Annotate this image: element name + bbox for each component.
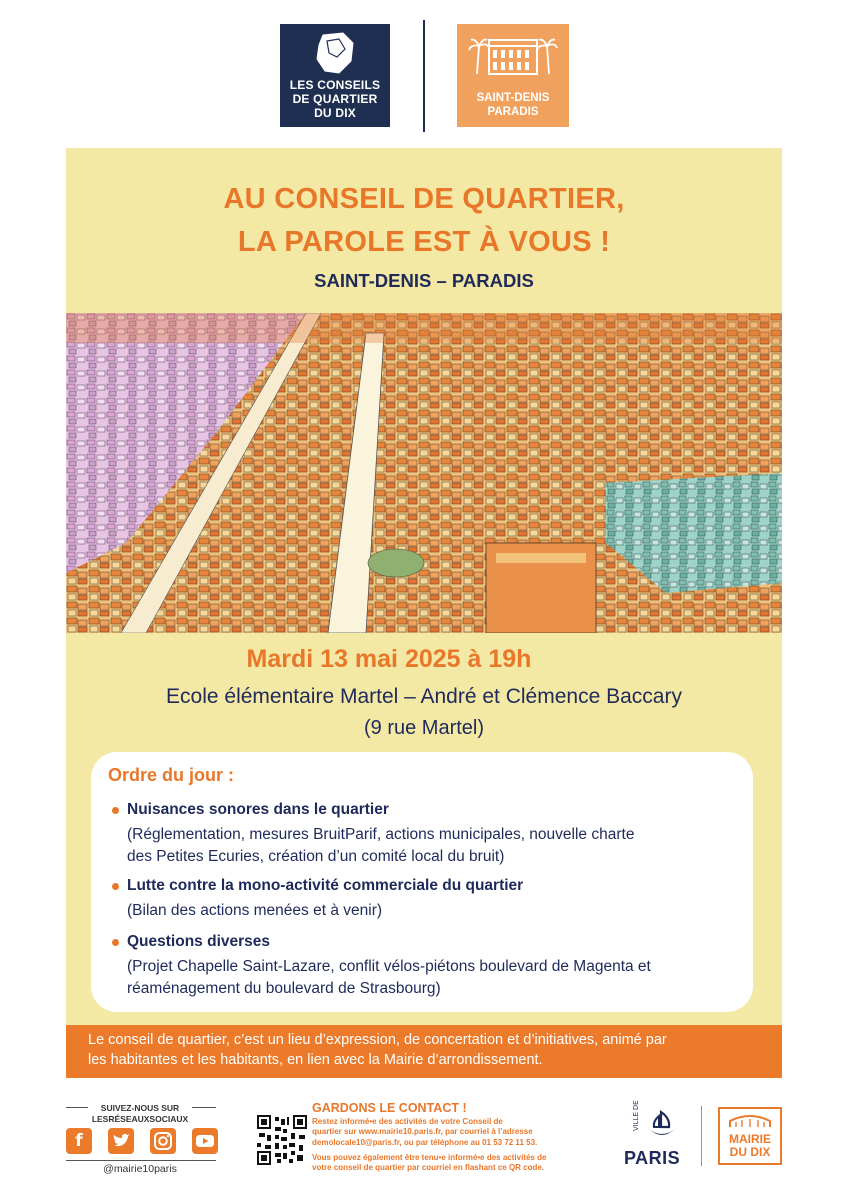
agenda-item-desc-line: (Réglementation, mesures BruitParif, actions municipales, nouvelle charte xyxy=(127,826,635,843)
qr-code-icon[interactable] xyxy=(257,1115,307,1165)
agenda-item-title: Nuisances sonores dans le quartier xyxy=(127,801,389,818)
logo-text-line2: PARADIS xyxy=(487,106,539,118)
contact-line: quartier sur www.mairie10.paris.fr, par courriel à l’adresse xyxy=(312,1127,533,1137)
youtube-icon[interactable] xyxy=(192,1128,218,1154)
event-address: (9 rue Martel) xyxy=(363,717,485,739)
agenda-item-description xyxy=(127,824,747,868)
agenda-item-title: Questions diverses xyxy=(127,933,271,950)
logo-text-line2: DE QUARTIER xyxy=(292,92,378,106)
header-divider xyxy=(423,20,425,132)
building-palm-icon xyxy=(467,32,559,76)
mairie-du-dix-logo xyxy=(718,1107,782,1165)
bullet-icon xyxy=(112,883,119,890)
banner-line: les habitantes et les habitants, en lien avec la Mairie d’arrondissement. xyxy=(88,1052,543,1068)
event-venue: Ecole élémentaire Martel – André et Clémence Baccary xyxy=(166,685,682,708)
event-date: Mardi 13 mai 2025 à 19h xyxy=(246,645,532,673)
contact-text xyxy=(312,1117,612,1148)
headline-line2: LA PAROLE EST À VOUS ! xyxy=(237,226,611,258)
agenda-item-desc-line: (Projet Chapelle Saint-Lazare, conflit vélos-piétons boulevard de Magenta et xyxy=(127,958,651,975)
instagram-icon[interactable] xyxy=(150,1128,176,1154)
agenda-item-description xyxy=(127,956,747,1000)
contact-line: votre conseil de quartier par courriel en flashant ce QR code. xyxy=(312,1163,545,1173)
footer-divider xyxy=(701,1106,702,1166)
bullet-icon xyxy=(112,807,119,814)
ville-de-paris-logo xyxy=(622,1100,686,1168)
agenda-item-desc-line: réaménagement du boulevard de Strasbourg) xyxy=(127,980,441,997)
subheadline: SAINT-DENIS – PARADIS xyxy=(314,270,534,291)
paris-name: PARIS xyxy=(624,1148,681,1168)
agenda-item-desc-line: des Petites Ecuries, création d’un comité local du bruit) xyxy=(127,848,505,865)
facebook-icon[interactable]: f xyxy=(66,1128,92,1154)
banner-line: Le conseil de quartier, c’est un lieu d’expression, de concertation et d’initiatives, animé par xyxy=(88,1032,667,1048)
divider xyxy=(66,1160,216,1161)
conseils-de-quartier-logo xyxy=(280,24,390,127)
agenda-item-description xyxy=(127,900,747,922)
logo-text-line1: SAINT-DENIS xyxy=(476,92,550,104)
contact-text-qr xyxy=(312,1153,612,1174)
contact-line: demolocale10@paris.fr, ou par téléphone au 01 53 72 11 53. xyxy=(312,1137,538,1147)
agenda-title: Ordre du jour : xyxy=(108,765,234,785)
contact-line: Restez informé•e des activités de votre Conseil de xyxy=(312,1117,503,1126)
agenda-item-title: Lutte contre la mono-activité commerciale du quartier xyxy=(127,877,524,894)
info-banner-text xyxy=(88,1030,760,1070)
social-title-line2: LESRÉSEAUXSOCIAUX xyxy=(91,1114,189,1124)
logo-text-line3: DU DIX xyxy=(314,106,356,120)
mairie-line2: DU DIX xyxy=(729,1145,771,1159)
contact-title: GARDONS LE CONTACT ! xyxy=(312,1101,467,1115)
mairie-line1: MAIRIE xyxy=(729,1132,771,1146)
paris-ship-icon xyxy=(644,1108,680,1144)
social-handle[interactable]: @mairie10paris xyxy=(103,1163,177,1175)
contact-line: Vous pouvez également être tenu•e informé•e des activités de xyxy=(312,1153,547,1162)
logo-text-line1: LES CONSEILS xyxy=(289,78,381,92)
agenda-item-desc-line: (Bilan des actions menées et à venir) xyxy=(127,902,383,919)
bridge-arch-icon xyxy=(728,1113,772,1129)
bullet-icon xyxy=(112,939,119,946)
saint-denis-paradis-logo xyxy=(457,24,569,127)
city-illustration xyxy=(66,313,782,633)
twitter-icon[interactable] xyxy=(108,1128,134,1154)
paris-ville-de: VILLE DE xyxy=(633,1100,640,1131)
district-map-icon xyxy=(313,31,357,75)
social-title-line1: SUIVEZ-NOUS SUR xyxy=(100,1103,180,1113)
aerial-city-drawing xyxy=(66,313,782,633)
social-title xyxy=(62,1103,218,1125)
headline-line1: AU CONSEIL DE QUARTIER, xyxy=(223,183,625,215)
